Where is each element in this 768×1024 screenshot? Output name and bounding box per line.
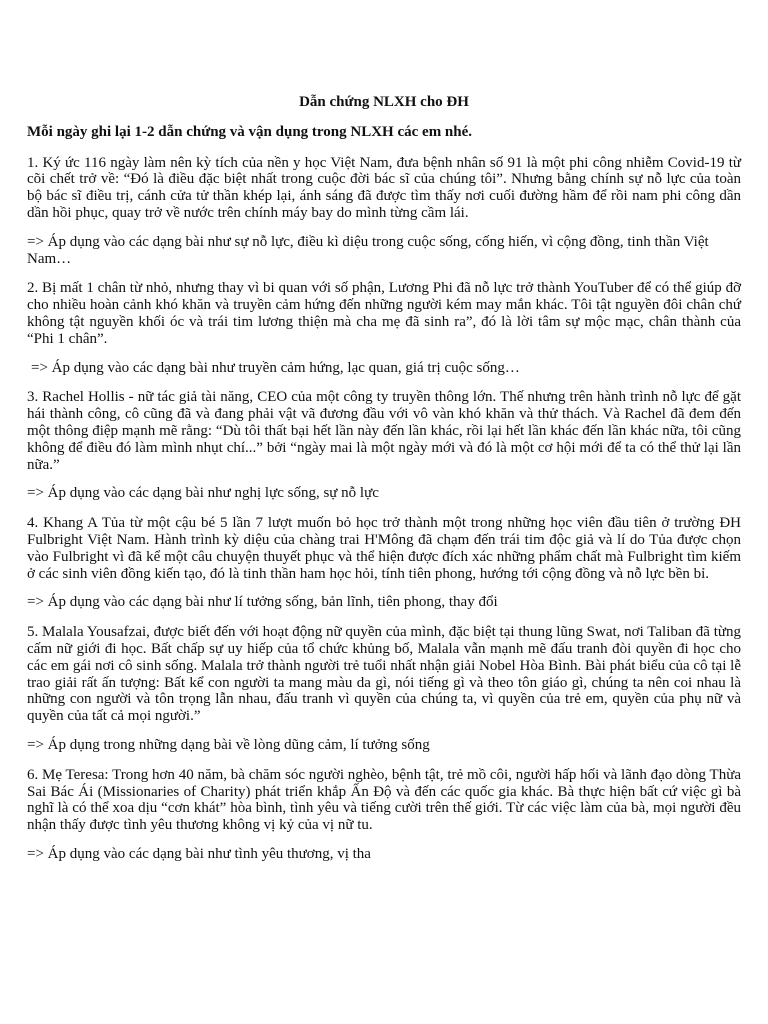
document-intro: Mỗi ngày ghi lại 1-2 dẫn chứng và vận dụng trong NLXH các em nhé. [27,123,473,140]
evidence-paragraph-5: 5. Malala Yousafzai, được biết đến với hoạt động nữ quyền của mình, đặc biệt tại thung lũng Swat, nơi Taliban đã từng cấm nữ giới đi học. Bất chấp sự uy hiếp của tổ chức khủng bố, Malala vẫn mạnh mẽ đấu tranh đòi quyền đi học cho các em gái nơi cô sinh sống. Malala trở thành người trẻ tuổi nhất nhận giải Nobel Hòa Bình. Bài phát biểu của cô tại lễ trao giải rất ấn tượng: Bất kể con người ta mang màu da gì, nói tiếng gì và theo tôn giáo gì, chúng ta nên coi nhau là những con người và tôn trọng lẫn nhau, đấu tranh vì quyền của chúng ta, vì quyền của trẻ em, quyền của phụ nữ và quyền của tất cả mọi người.” [27,624,741,725]
document-page [27,94,741,876]
evidence-paragraph-6: 6. Mẹ Teresa: Trong hơn 40 năm, bà chăm sóc người nghèo, bệnh tật, trẻ mồ côi, người hấp hối và lãnh đạo dòng Thừa Sai Bác Ái (Missionaries of Charity) phát triển khắp Ấn Độ và đến các quốc gia khác. Bà thực hiện bất cứ việc gì bà nghĩ là có thể xoa dịu “cơn khát” hòa bình, tình yêu và tiếng cười trên thế giới. Từ các việc làm của bà, mọi người đều nhận thấy được tình yêu thương không vị kỷ của vị nữ tu. [27,766,741,834]
evidence-paragraph-3: 3. Rachel Hollis - nữ tác giả tài năng, CEO của một công ty truyền thông lớn. Thế nhưng trên hành trình nỗ lực để gặt hái thành công, cô cũng đã và đang phải vật vã đương đầu với vô vàn khó khăn và thử thách. Và Rachel đã đem đến một thông điệp mạnh mẽ rằng: “Dù tôi thất bại hết lần này đến lần khác, rồi lại hết lần khác đến lần khác nữa, tôi cũng không để điều đó làm mình nhụt chí...” bởi “ngày mai là một ngày mới và đó là một cơ hội mới để ta có thể thử lại lần nữa.” [27,389,741,473]
document-title: Dẫn chứng NLXH cho ĐH [299,94,469,110]
evidence-paragraph-1: 1. Ký ức 116 ngày làm nên kỳ tích của nền y học Việt Nam, đưa bệnh nhân số 91 là một phi công nhiễm Covid-19 từ cõi chết trở về: “Đó là điều đặc biệt nhất trong cuộc đời bác sĩ của chúng tôi”. Nhưng bằng chính sự nỗ lực của toàn bộ bác sĩ điều trị, cánh cửa tử thần khép lại, ánh sáng đã được tìm thấy nơi cuối đường hầm để rồi nam phi công dần dần hồi phục, quay trở về nước trên chính máy bay do mình từng cầm lái. [27,154,741,221]
application-note-2: => Áp dụng vào các dạng bài như truyền cảm hứng, lạc quan, giá trị cuộc sống… [31,359,520,376]
application-note-6: => Áp dụng vào các dạng bài như tình yêu thương, vị tha [27,845,371,862]
evidence-paragraph-4: 4. Khang A Tủa từ một cậu bé 5 lần 7 lượt muốn bỏ học trở thành một trong những học viên đầu tiên ở trường ĐH Fulbright Việt Nam. Hành trình kỳ diệu của chàng trai H'Mông đã chạm đến trái tim độc giả và lí do Tủa được chọn vào Fulbright vì đã kể một câu chuyện thuyết phục và thể hiện được đích xác những phẩm chất mà Fulbright tìm kiếm ở các sinh viên đồng kiến tạo, đó là tinh thần ham học hỏi, tính tiên phong, hướng tới cộng đồng và nỗ lực bền bỉ. [27,515,741,582]
application-note-3: => Áp dụng vào các dạng bài như nghị lực sống, sự nỗ lực [27,485,379,502]
evidence-paragraph-2: 2. Bị mất 1 chân từ nhỏ, nhưng thay vì bi quan với số phận, Lương Phi đã nỗ lực trở thành YouTuber để có thể giúp đỡ cho nhiều hoàn cảnh khó khăn và truyền cảm hứng đến những người kém may mắn khác. Tôi tật nguyền đôi chân chứ không tật nguyền khối óc và trái tim lương thiện mà cha mẹ đã sinh ra”, đó là lời tâm sự mộc mạc, chân thành của “Phi 1 chân”. [27,280,741,347]
application-note-5: => Áp dụng trong những dạng bài về lòng dũng cảm, lí tưởng sống [27,736,430,753]
application-note-1: => Áp dụng vào các dạng bài như sự nỗ lực, điều kì diệu trong cuộc sống, cống hiến, vì cộng đồng, tinh thần Việt Nam… [27,233,709,267]
application-note-4: => Áp dụng vào các dạng bài như lí tưởng sống, bản lĩnh, tiên phong, thay đổi [27,594,498,611]
